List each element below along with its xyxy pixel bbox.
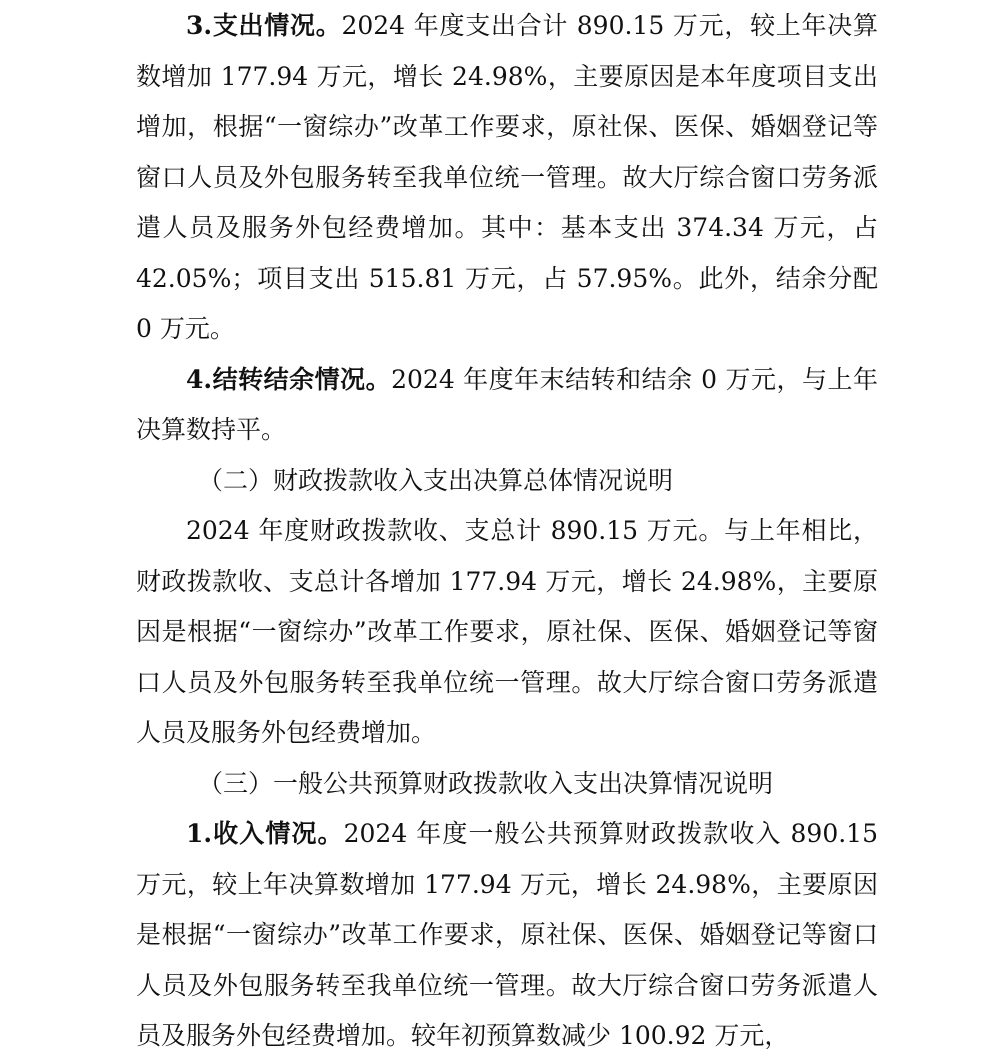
- section-heading-3: （三）一般公共预算财政拨款收入支出决算情况说明: [198, 768, 774, 798]
- section-heading-2: （二）财政拨款收入支出决算总体情况说明: [198, 465, 674, 495]
- paragraph-carryover: [136, 355, 878, 456]
- paragraph-text: 2024 年度年末结转和结余 0 万元，与上年决算数持平。: [136, 364, 878, 444]
- paragraph-expenditure: [136, 1, 878, 355]
- document-page: [136, 0, 878, 1062]
- paragraph-heading: 4.结转结余情况。: [186, 364, 392, 394]
- paragraph-heading: 1.收入情况。: [186, 819, 344, 848]
- paragraph-text: 2024 年度支出合计 890.15 万元，较上年决算数增加 177.94 万元，增长 24.98%，主要原因是本年度项目支出增加，根据“一窗综办”改革工作要求，原社保、医保、婚姻登记等窗口人员及外包服务转至我单位统一管理。故大厅综合窗口劳务派遣人员及服务外包经费增加。其中：基本支出 374.34 万元，占 42.05%；项目支出 515.81 万元，占 57.95%。此外，结余分配 0 万元。: [136, 11, 878, 343]
- paragraph-income: [136, 809, 878, 1062]
- paragraph-heading: 3.支出情况。: [186, 11, 342, 40]
- paragraph-text: 2024 年度一般公共预算财政拨款收入 890.15 万元，较上年决算数增加 177.94 万元，增长 24.98%，主要原因是根据“一窗综办”改革工作要求，原社保、医保、婚姻登记等窗口人员及外包服务转至我单位统一管理。故大厅综合窗口劳务派遣人员及服务外包经费增加。较年初预算数减少 100.92 万元，: [136, 819, 878, 1050]
- paragraph-text: 2024 年度财政拨款收、支总计 890.15 万元。与上年相比，财政拨款收、支总计各增加 177.94 万元，增长 24.98%，主要原因是根据“一窗综办”改革工作要求，原社保、医保、婚姻登记等窗口人员及外包服务转至我单位统一管理。故大厅综合窗口劳务派遣人员及服务外包经费增加。: [136, 516, 878, 747]
- paragraph-fiscal-total: [136, 506, 878, 759]
